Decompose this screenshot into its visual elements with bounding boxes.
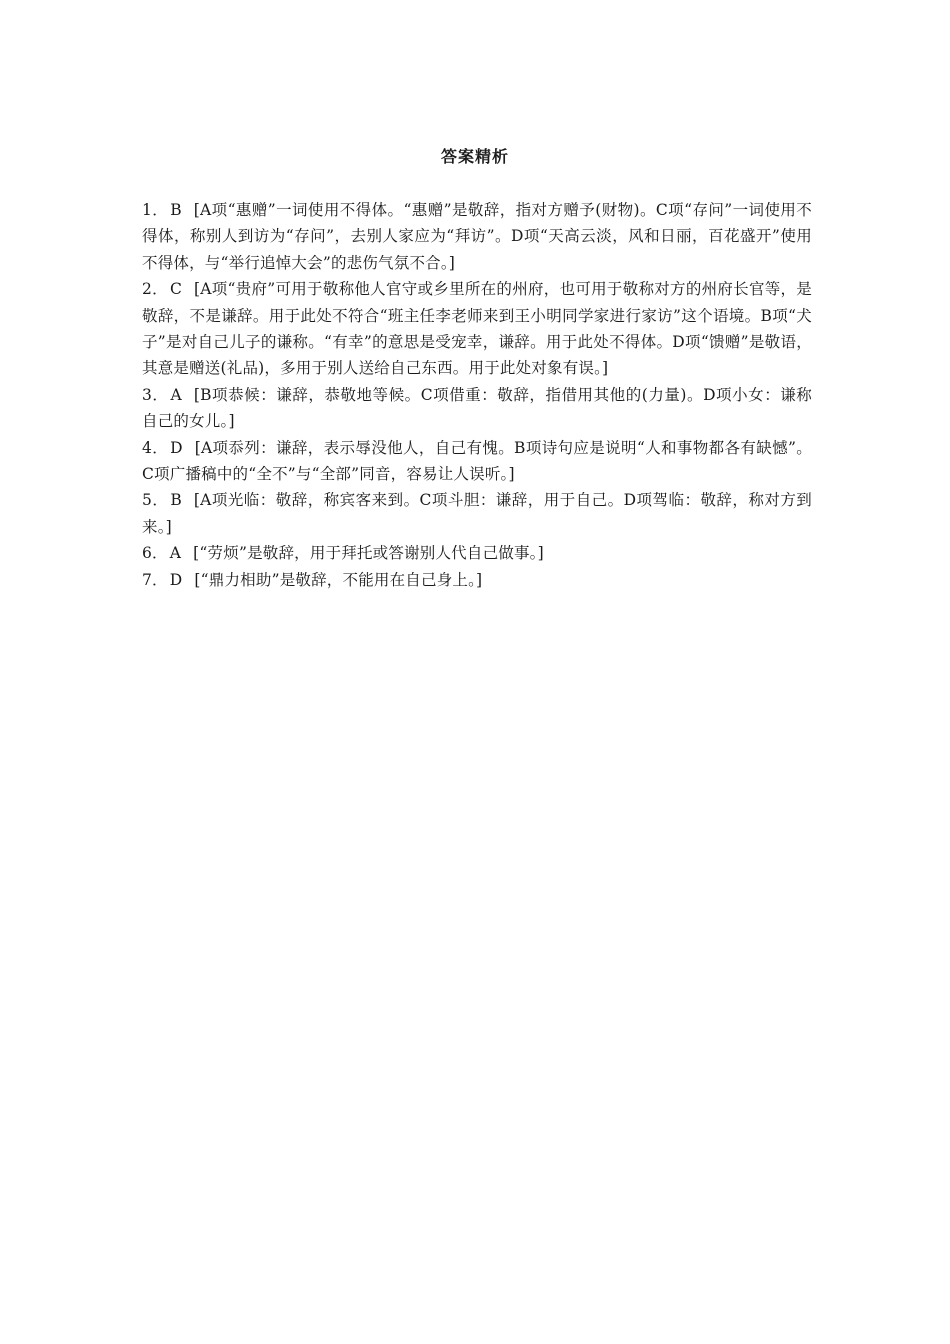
answer-item-4 <box>142 435 812 488</box>
answer-number: 1． <box>142 201 169 219</box>
answer-choice: A <box>169 544 182 563</box>
answer-list <box>142 197 812 593</box>
answer-explanation: [A项“贵府”可用于敬称他人官守或乡里所在的州府，也可用于敬称对方的州府长官等，是敬辞，不是谦辞。用于此处不符合“班主任李老师来到王小明同学家进行家访”这个语境。B项“犬子”是对自己儿子的谦称。“有幸”的意思是受宠幸，谦辞。用于此处不得体。D项“馈赠”是敬语，其意是赠送(礼品)，多用于别人送给自己东西。用于此处对象有误。] <box>142 280 813 378</box>
answer-explanation: [“鼎力相助”是敬辞，不能用在自己身上。] <box>194 570 483 589</box>
answer-choice: A <box>170 385 182 404</box>
answer-item-2 <box>142 276 812 382</box>
answer-number: 2． <box>142 280 168 299</box>
answer-item-1 <box>142 197 812 276</box>
answer-explanation: [A项光临：敬辞，称宾客来到。C项斗胆：谦辞，用于自己。D项驾临：敬辞，称对方到来。] <box>142 491 813 536</box>
answer-number: 4． <box>142 438 169 457</box>
answer-explanation: [A项忝列：谦辞，表示辱没他人，自己有愧。B项诗句应是说明“人和事物都各有缺憾”。C项广播稿中的“全不”与“全部”同音，容易让人误听。] <box>142 438 813 484</box>
answer-number: 3． <box>142 385 169 404</box>
answer-explanation: [A项“惠赠”一词使用不得体。“惠赠”是敬辞，指对方赠予(财物)。C项“存问”一词使用不得体，称别人到访为“存问”，去别人家应为“拜访”。D项“天高云淡，风和日丽，百花盛开”使用不得体，与“举行追悼大会”的悲伤气氛不合。] <box>142 201 812 272</box>
answer-item-6 <box>142 540 812 566</box>
answer-choice: C <box>169 280 182 299</box>
answer-choice: D <box>170 438 183 457</box>
answer-item-7 <box>142 567 812 593</box>
answer-number: 6． <box>142 544 168 563</box>
answer-choice: B <box>170 201 182 219</box>
answer-choice: D <box>169 570 183 589</box>
answer-explanation: [B项恭候：谦辞，恭敬地等候。C项借重：敬辞，指借用其他的(力量)。D项小女：谦称自己的女儿。] <box>142 385 812 431</box>
answer-item-3 <box>142 382 812 435</box>
answer-explanation: [“劳烦”是敬辞，用于拜托或答谢别人代自己做事。] <box>193 544 544 563</box>
answer-number: 5． <box>142 491 169 510</box>
answer-number: 7． <box>142 570 168 589</box>
answer-choice: B <box>170 491 182 510</box>
page-title: 答案精析 <box>440 147 509 166</box>
answer-item-5 <box>142 487 812 540</box>
